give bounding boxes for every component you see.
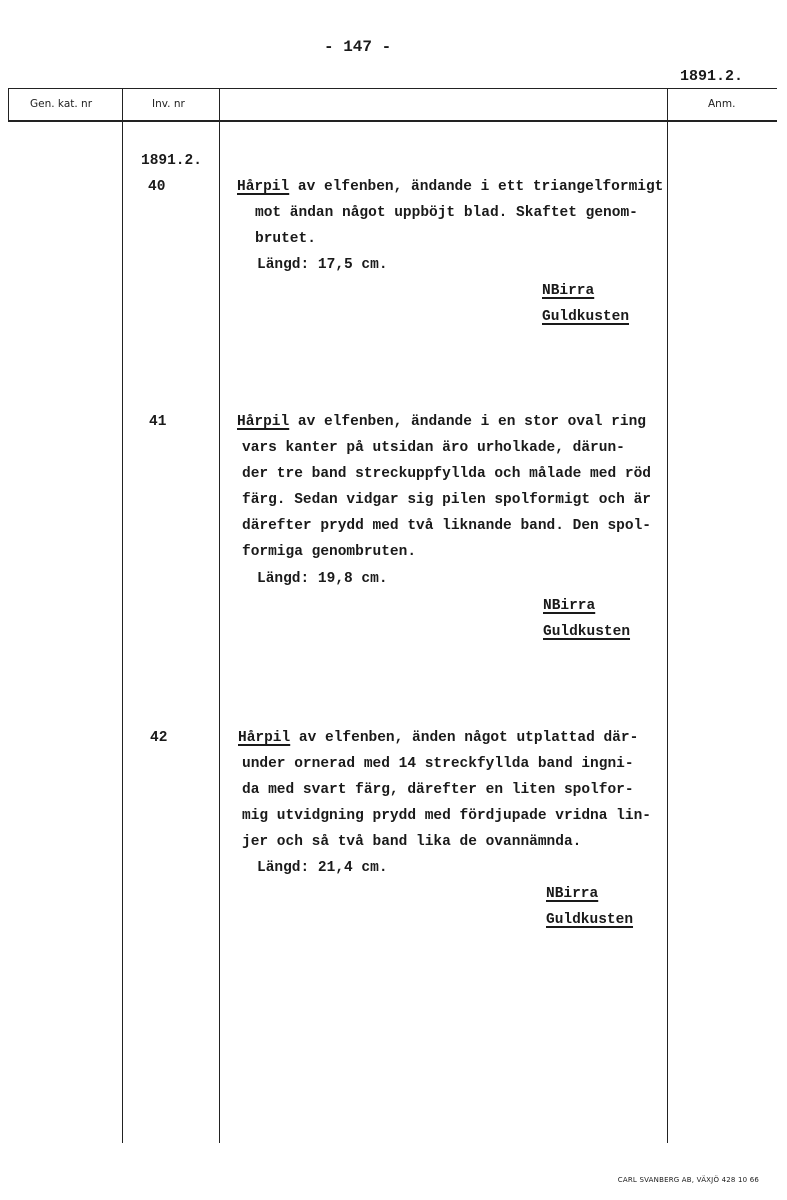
inventory-number: 41 [149, 414, 167, 430]
printer-imprint: CARL SVANBERG AB, VÄXJÖ 428 10 66 [617, 1176, 759, 1184]
entry-first-line [238, 725, 638, 751]
column-divider-gen [8, 88, 9, 121]
entry-length: Längd: 21,4 cm. [257, 860, 388, 876]
entry-line: jer och så två band lika de ovannämnda. [242, 834, 582, 850]
inventory-number: 40 [148, 179, 166, 195]
place-name: Guldkusten [542, 309, 630, 325]
entry-line: formiga genombruten. [242, 544, 417, 560]
column-divider-text [219, 88, 220, 1143]
entry-text: av elfenben, ändande i ett triangelformigt [289, 179, 664, 195]
people-name: NBirra [542, 283, 595, 299]
entry-line: brutet. [255, 231, 316, 247]
object-name: Hårpil [237, 179, 290, 195]
entry-line: färg. Sedan vidgar sig pilen spolformigt och är [242, 492, 651, 508]
column-header-inv: Inv. nr [152, 98, 185, 110]
people-name: NBirra [546, 886, 599, 902]
inventory-number: 42 [150, 730, 168, 746]
object-name: Hårpil [237, 414, 290, 430]
header-year: 1891.2. [680, 68, 744, 85]
entry-line: mot ändan något uppböjt blad. Skaftet genom- [255, 205, 638, 221]
object-name: Hårpil [238, 730, 291, 746]
page-number: - 147 - [324, 38, 392, 56]
entry-first-line [237, 409, 646, 435]
table-top-rule [8, 88, 777, 89]
column-header-gen-kat: Gen. kat. nr [30, 98, 93, 110]
column-header-anm: Anm. [708, 98, 736, 110]
column-divider-anm [667, 88, 668, 1143]
entry-line: under ornerad med 14 streckfyllda band ingni- [242, 756, 634, 772]
entry-line: vars kanter på utsidan äro urholkade, därun- [242, 440, 625, 456]
table-header-rule [8, 120, 777, 122]
entry-length: Längd: 17,5 cm. [257, 257, 388, 273]
place-name: Guldkusten [543, 624, 631, 640]
place-name: Guldkusten [546, 912, 634, 928]
people-name: NBirra [543, 598, 596, 614]
entry-text: av elfenben, änden något utplattad där- [290, 730, 639, 746]
column-divider-inv [122, 88, 123, 1143]
entry-text: av elfenben, ändande i en stor oval ring [289, 414, 646, 430]
entry-line: der tre band streckuppfyllda och målade med röd [242, 466, 651, 482]
year-label: 1891.2. [141, 153, 202, 169]
entry-length: Längd: 19,8 cm. [257, 571, 388, 587]
entry-line: da med svart färg, därefter en liten spolfor- [242, 782, 634, 798]
entry-line: mig utvidgning prydd med fördjupade vridna lin- [242, 808, 651, 824]
entry-line: därefter prydd med två liknande band. Den spol- [242, 518, 651, 534]
entry-first-line [237, 174, 663, 200]
